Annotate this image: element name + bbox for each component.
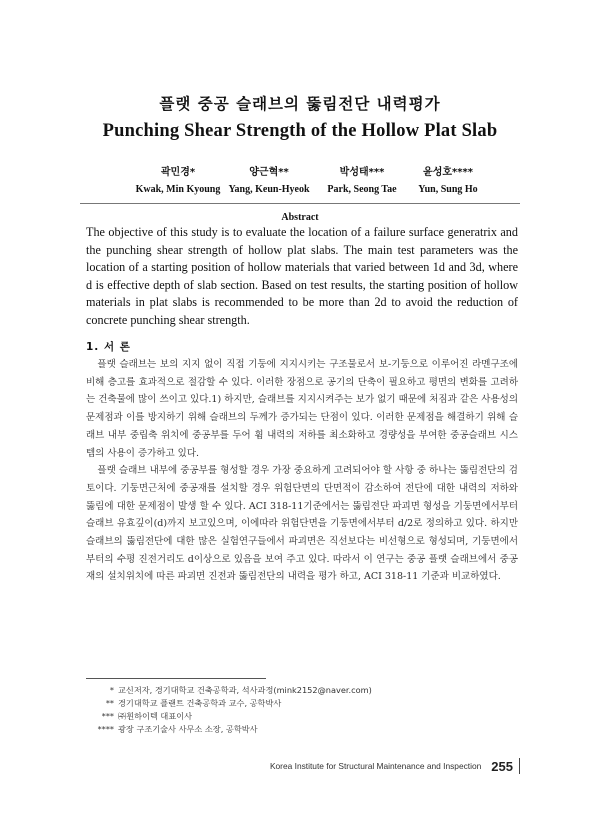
footnote-divider bbox=[86, 678, 266, 679]
journal-name: Korea Institute for Structural Maintenance and Inspection bbox=[269, 761, 482, 771]
title-korean: 플랫 중공 슬래브의 뚫림전단 내력평가 bbox=[159, 95, 441, 113]
body-text bbox=[86, 356, 518, 586]
footnote: ** 경기대학교 플랜트 건축공학과 교수, 공학박사 bbox=[105, 698, 282, 708]
footnote: **** 광장 구조기술사 사무소 소장, 공학박사 bbox=[97, 724, 258, 734]
author-name-ko: 박성태*** bbox=[339, 167, 385, 178]
section-heading: 1. 서 론 bbox=[86, 341, 131, 353]
author-name-ko: 곽민경* bbox=[160, 167, 196, 178]
author-name-en: Yang, Keun-Hyeok bbox=[228, 184, 310, 195]
abstract-text: The objective of this study is to evaluate the location of a failure surface generatrix and the punching shear strength of hollow plat slabs. The main test parameters was the location of a starting position of hollow materials that varied between 1d and 3d, where d is effective depth of slab section. Based on test results, the starting position of hollow materials in plat slabs is recommended to be more than 2d to avoid the reduction of concrete punching shear strength. bbox=[86, 225, 518, 327]
page-number-bar bbox=[519, 758, 520, 774]
footnote: * 교신저자, 경기대학교 건축공학과, 석사과정(mink2152@naver.com) bbox=[109, 685, 372, 695]
author-name-en: Park, Seong Tae bbox=[327, 184, 397, 195]
body-paragraph: 플랫 슬래브는 보의 지지 없이 직접 기둥에 지지시키는 구조물로서 보-기둥으로 이루어진 라멘구조에 비해 층고를 효과적으로 절감할 수 있다. 이러한 장점으로 공기의 단축이 필요하고 평면의 변화를 고려하는 건축물에 많이 쓰이고 있다.1) 하지만, 슬래브를 지지시켜주는 보가 없기 때문에 처짐과 같은 사용성의 문제점과 이를 방지하기 위해 슬래브의 두께가 증가되는 단점이 있다. 이러한 문제점을 해결하기 위해 슬래브 내부 중립축 위치에 중공부를 두어 휨 내력의 저하를 최소화하고 경량성을 부여한 중공슬래브 시스템의 사용이 증가하고 있다. bbox=[86, 359, 518, 459]
author-1 bbox=[128, 163, 228, 195]
author-3 bbox=[312, 163, 412, 195]
footnotes bbox=[84, 684, 372, 736]
footnote: *** ㈜휜하이텍 대표이사 bbox=[101, 711, 193, 721]
page-footer bbox=[270, 758, 520, 774]
author-name-en: Yun, Sung Ho bbox=[418, 184, 478, 195]
author-name-en: Kwak, Min Kyoung bbox=[135, 184, 221, 195]
author-2 bbox=[219, 163, 319, 195]
author-name-ko: 윤성호**** bbox=[423, 167, 473, 178]
abstract-heading: Abstract bbox=[281, 212, 319, 223]
page-number: 255 bbox=[491, 758, 513, 774]
author-name-ko: 양근혁** bbox=[249, 167, 289, 178]
body-paragraph: 플랫 슬래브 내부에 중공부를 형성할 경우 가장 중요하게 고려되어야 할 사항 중 하나는 뚫림전단의 검토이다. 기둥면근처에 중공재를 설치할 경우 위험단면의 단면적이 감소하여 전단에 대한 내력의 저하와 뚫림에 대한 문제점이 발생 할 수 있다. ACI 318-11기준에서는 뚫림전단 파괴면 형성을 기둥면에서부터 슬래브 유효깊이(d)까지 보고있으며, 이에따라 위험단면을 기둥면에서부터 d/2로 정의하고 있다. 하지만 슬래브의 뚫림전단에 대한 많은 실험연구들에서 파괴면은 직선보다는 비선형으로 형성되며, 기둥면에서부터의 수평 진전거리도 d이상으로 있음을 보여 주고 있다. 따라서 이 연구는 중공 플랫 슬래브에서 중공재의 설치위치에 따른 파괴면 진전과 뚫림전단의 내력을 평가 하고, ACI 318-11 기준과 비교하였다. bbox=[86, 465, 518, 583]
author-4 bbox=[398, 163, 498, 195]
header-divider bbox=[80, 203, 520, 204]
title-english: Punching Shear Strength of the Hollow Plat Slab bbox=[102, 121, 498, 141]
